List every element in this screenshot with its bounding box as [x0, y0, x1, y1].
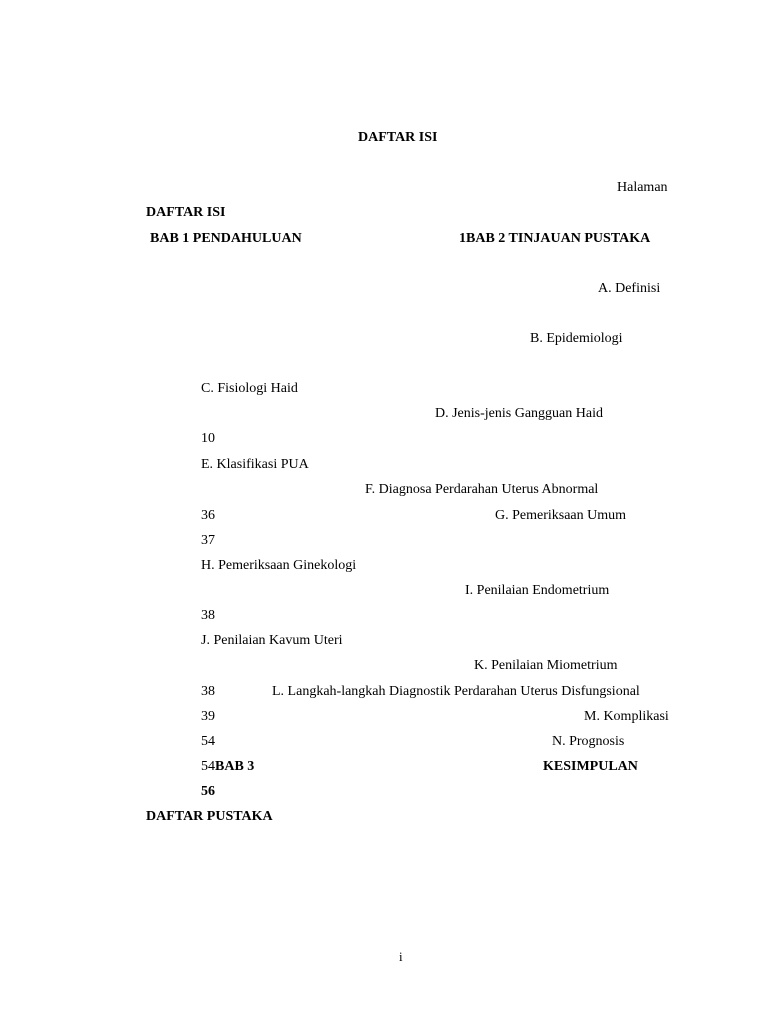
halaman-label: Halaman	[617, 180, 668, 195]
toc-entry-bab1: BAB 1 PENDAHULUAN	[150, 231, 302, 246]
page-title: DAFTAR ISI	[358, 130, 438, 145]
toc-page-number: 39	[201, 709, 215, 724]
toc-page-number: 38	[201, 608, 215, 623]
toc-entry-d: D. Jenis-jenis Gangguan Haid	[435, 406, 603, 421]
toc-bab3-line	[201, 760, 254, 774]
toc-entry-bab3: BAB 3	[215, 759, 255, 774]
toc-entry-h: H. Pemeriksaan Ginekologi	[201, 558, 357, 573]
toc-page-number: 56	[201, 784, 215, 799]
toc-entry-e: E. Klasifikasi PUA	[201, 457, 309, 472]
toc-entry-k: K. Penilaian Miometrium	[474, 658, 618, 673]
toc-entry-j: J. Penilaian Kavum Uteri	[201, 633, 343, 648]
page-number: i	[399, 949, 403, 964]
toc-entry-daftar-pustaka: DAFTAR PUSTAKA	[146, 809, 273, 824]
toc-entry-a: A. Definisi	[598, 281, 661, 296]
toc-entry-kesimpulan: KESIMPULAN	[543, 759, 638, 774]
toc-page-number: 38	[201, 684, 215, 699]
toc-entry-i: I. Penilaian Endometrium	[465, 583, 610, 598]
toc-entry-n: N. Prognosis	[552, 734, 625, 749]
toc-page-number: 54	[201, 759, 215, 774]
toc-entry-l: L. Langkah-langkah Diagnostik Perdarahan Uterus Disfungsional	[272, 684, 640, 699]
toc-page-number: 10	[201, 431, 215, 446]
toc-entry-g: G. Pemeriksaan Umum	[495, 508, 627, 523]
toc-entry-bab2: 1BAB 2 TINJAUAN PUSTAKA	[459, 231, 651, 246]
toc-entry-c: C. Fisiologi Haid	[201, 381, 298, 396]
toc-entry-b: B. Epidemiologi	[530, 331, 623, 346]
toc-page-number: 36	[201, 508, 215, 523]
toc-entry-m: M. Komplikasi	[584, 709, 669, 724]
toc-page-number: 54	[201, 734, 215, 749]
toc-entry-daftar-isi: DAFTAR ISI	[146, 205, 226, 220]
toc-entry-f: F. Diagnosa Perdarahan Uterus Abnormal	[365, 482, 599, 497]
toc-page-number: 37	[201, 533, 215, 548]
